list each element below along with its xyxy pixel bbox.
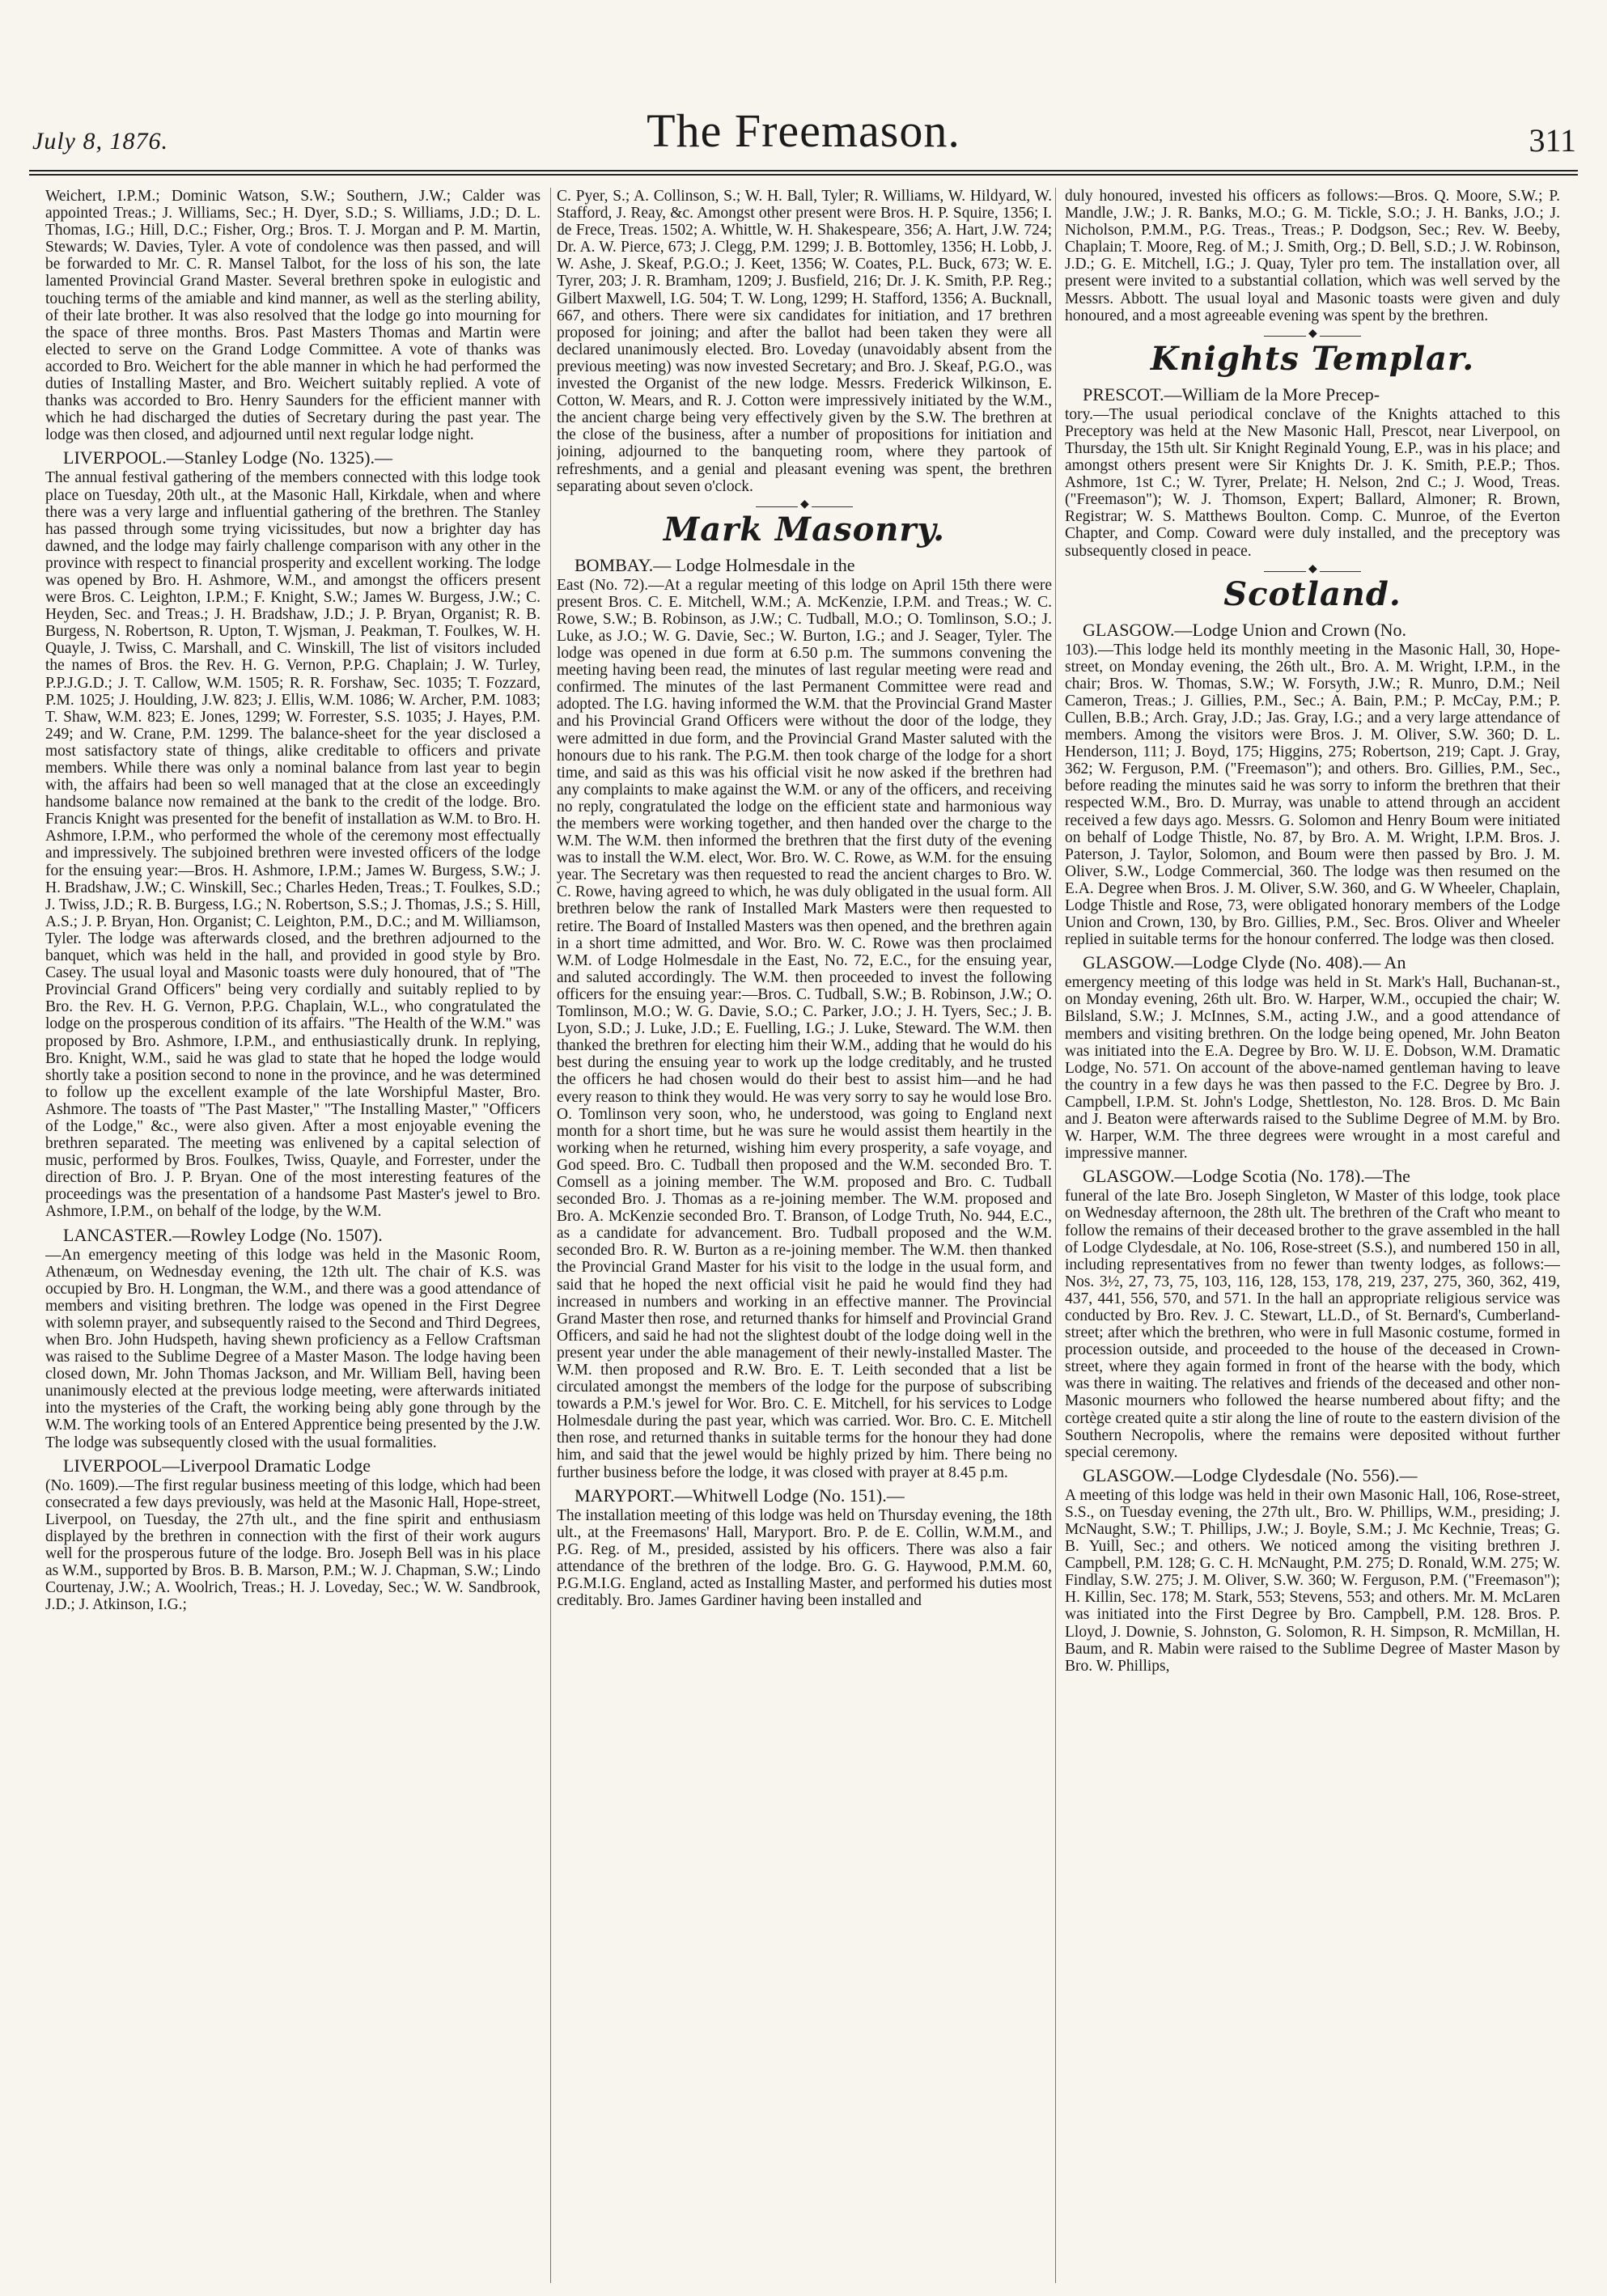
article-text: The installation meeting of this lodge was held on Thursday evening, the 18th ult., at the Freemasons' Hall, Maryport. Bro. P. de E. Collin, W.M.M., and P.G. Reg. of M., presided, assisted by his officers. There was also a fair attendance of the brethren of the lodge. Bro. G. G. Haywood, P.M.M. 60, P.G.M.I.G. England, acted as Installing Master, and performed his duties most creditably. Bro. James Gardiner having been installed and xyxy=(557,1506,1052,1610)
newspaper-title: The Freemason. xyxy=(647,104,960,157)
article-text: A meeting of this lodge was held in their own Masonic Hall, 106, Rose-street, S.S., on Tuesday evening, the 27th ult., Bro. W. Phillips, W.M., presiding; J. McNaught, S.W.; T. Phillips, J.W.; J. Boyle, S.M.; J. Mc Kechnie, Treas; G. B. Yuill, Sec.; and others. We noticed among the visiting brethren J. Campbell, P.M. 128; G. C. H. McNaught, P.M. 275; D. Ronald, W.M. 275; W. Findlay, S.W. 275; J. M. Oliver, S.W. 360; W. Ferguson, P.M. ("Freemason"); H. Killin, Sec. 178; M. Stark, 553; Stevens, 553; and others. Mr. M. McLaren was initiated into the First Degree by Bro. Campbell, P.M. 128. Bros. P. Lloyd, J. Downie, S. Johnston, G. Solomon, R. H. Simpson, R. McMillan, H. Baum, and R. Mabin were raised to the Sublime Degree of Master Mason by Bro. W. Phillips, xyxy=(1065,1486,1560,1675)
section-heading-knights-templar xyxy=(1065,336,1560,378)
masthead-rule-thin xyxy=(29,174,1578,176)
ornament-rule xyxy=(1264,336,1361,337)
article-text: duly honoured, invested his officers as follows:—Bros. Q. Moore, S.W.; P. Mandle, J.W.; J. R. Banks, M.O.; G. M. Tickle, S.O.; J. H. Banks, J.O.; J. Nicholson, P.M.M., P.G. Treas., Treas.; P. Dodgson, Sec.; Rev. W. Beeby, Chaplain; T. Moore, Reg. of M.; J. Smith, Org.; D. Bell, S.D.; J. W. Robinson, J.D.; G. E. Mitchell, I.G.; J. Quay, Tyler pro tem. The installation over, all present were invited to a substantial collation, which was well served by the Messrs. Abbott. The usual loyal and Masonic toasts were given and duly honoured, and a most agreeable evening was spent by the brethren. xyxy=(1065,188,1560,324)
article-text: tory.—The usual periodical conclave of the Knights attached to this Preceptory was held at the New Masonic Hall, Prescot, near Liverpool, on Thursday, the 15th ult. Sir Knight Reginald Young, E.P., was in his place; and amongst others present were Sir Knights Dr. J. K. Smith, P.E.P.; Thos. Ashmore, 1st C.; W. Tyrer, Prelate; H. Nelson, 2nd C.; J. Wood, Treas. ("Freemason"); W. J. Thomson, Expert; Ballard, Almoner; R. Brown, Registrar; W. S. Matthews Boulton. Comp. C. Munroe, of the Everton Chapter, and Comp. Coward were duly installed, and the preceptory was subsequently closed in peace. xyxy=(1065,405,1560,560)
column-divider xyxy=(1055,188,1056,2283)
article-heading: GLASGOW.—Lodge Clyde (No. 408).— An xyxy=(1083,952,1406,973)
article-text: —An emergency meeting of this lodge was held in the Masonic Room, Athenæum, on Wednesday evening, the 12th ult. The chair of K.S. was occupied by Bro. H. Longman, the W.M., and there was a good attendance of members and visiting brethren. The lodge was opened in the First Degree with solemn prayer, and subsequently raised to the Second and Third Degrees, when Bro. John Hudspeth, having shewn proficiency as a Fellow Craftsman was raised to the Sublime Degree of a Master Mason. The lodge having been closed down, Mr. John Thomas Jackson, and Mr. William Bell, having been unanimously elected at the previous lodge meeting, were afterwards initiated into the mysteries of the Craft, the working being ably gone through by the W.M. The working tools of an Entered Apprentice being presented by the J.W. The lodge was subsequently closed with the usual formalities. xyxy=(45,1246,541,1451)
column-3 xyxy=(1065,188,1560,2283)
article-heading: LIVERPOOL.—Stanley Lodge (No. 1325).— xyxy=(63,447,392,468)
masthead-rule xyxy=(29,170,1578,172)
page-number: 311 xyxy=(1529,122,1576,159)
article-heading: PRESCOT.—William de la More Precep- xyxy=(1083,383,1380,405)
issue-date: July 8, 1876. xyxy=(32,128,168,155)
section-title: Knights Templar. xyxy=(1150,339,1475,378)
section-heading-mark-masonry xyxy=(557,506,1052,549)
masthead xyxy=(29,104,1578,160)
column-1 xyxy=(45,188,541,2283)
article-text: funeral of the late Bro. Joseph Singleton, W Master of this lodge, took place on Wednesday afternoon, the 28th ult. The brethren of the Craft who meant to follow the remains of their deceased brother to the grave assembled in the hall of Lodge Clydesdale, at No. 106, Rose-street (S.S.), and numbered 150 in all, including representatives from no fewer than twenty lodges, as follows:—Nos. 3½, 27, 73, 75, 103, 116, 128, 153, 178, 219, 237, 275, 360, 362, 419, 437, 441, 556, 570, and 571. In the hall an appropriate religious service was conducted by Bro. Rev. J. C. Stewart, LL.D., of St. Bernard's, Cumberland-street; after which the brethren, who were in full Masonic costume, formed in procession outside, and proceeded to the house of the deceased in Crown-street, where they again formed in front of the hearse with the body, which was there in waiting. The relatives and friends of the deceased and other non-Masonic mourners who followed the hearse numbered about fifty; and the cortège created quite a stir along the line of route to the eastern division of the Southern Necropolis, where the remains were deposited without further special ceremony. xyxy=(1065,1188,1560,1461)
ornament-rule xyxy=(1264,571,1361,572)
column-2 xyxy=(557,188,1052,2283)
article-heading: MARYPORT.—Whitwell Lodge (No. 151).— xyxy=(575,1485,905,1506)
article-heading: GLASGOW.—Lodge Clydesdale (No. 556).— xyxy=(1083,1464,1418,1485)
article-text: (No. 1609).—The first regular business meeting of this lodge, which had been consecrated a few days previously, was held at the Masonic Hall, Hope-street, Liverpool, on Tuesday, the 27th ult., and the fine spirit and enthusiasm displayed by the brethren in connection with the first of their work augurs well for the prosperous future of the lodge. Bro. Joseph Bell was in his place as W.M., supported by Bros. B. B. Marson, P.M.; W. J. Chapman, S.W.; Lindo Courtenay, J.W.; A. Woolrich, Treas.; H. J. Loveday, Sec.; W. W. Sandbrook, J.D.; J. Atkinson, I.G.; xyxy=(45,1476,541,1614)
article-text: emergency meeting of this lodge was held in St. Mark's Hall, Buchanan-st., on Monday evening, 26th ult. Bro. W. Harper, W.M., occupied the chair; W. Bilsland, S.W.; J. McInnes, S.M., acting J.W., and a good attendance of members and visiting brethren. On the lodge being opened, Mr. John Beaton was initiated into the E.A. Degree by Bro. W. IJ. E. Dobson, W.M. Dramatic Lodge, No. 571. On account of the above-named gentleman having to leave the country in a few days he was then passed to the F.C. Degree by Bro. J. Campbell, I.P.M. St. John's Lodge, Shettleston, No. 128. Bros. D. Mc Bain and J. Beaton were afterwards raised to the Sublime Degree of M.M. by Bro. W. Harper, W.M. The three degrees were wrought in a most careful and impressive manner. xyxy=(1065,974,1560,1163)
section-title: Mark Masonry. xyxy=(663,510,946,549)
article-text: The annual festival gathering of the members connected with this lodge took place on Tuesday, 20th ult., at the Masonic Hall, Kirkdale, when and where there was a very large and influential gathering of the brethren. The Stanley has passed through some trying vicissitudes, but now a brighter day has dawned, and the lodge may fairly challenge comparison with any other in the province with respect to financial prosperity and excellent working. The lodge was opened by Bro. H. Ashmore, W.M., and amongst the officers present were Bros. C. Leighton, I.P.M.; F. Knight, S.W.; James W. Burgess, J.W.; C. Heyden, Sec. and Treas.; J. H. Bradshaw, J.D.; J. P. Bryan, Organist; R. B. Burgess, N. Robertson, R. Upton, T. Wjsman, J. Peakman, T. Foulkes, W. H. Quayle, J. Twiss, C. Marshall, and C. Winskill, The list of visitors included the names of Bros. the Rev. H. G. Vernon, P.P.G. Chaplain; J. W. Turley, P.P.J.G.D.; J. T. Callow, W.M. 1505; R. R. Forshaw, Sec. 1035; T. Fozzard, P.M. 1025; J. Houlding, J.W. 823; J. Ellis, W.M. 1086; W. Archer, P.M. 1083; T. Shaw, W.M. 823; E. Jones, 1299; W. Forrester, S.S. 1035; J. Hayes, P.M. 249; and W. Crane, P.M. 1299. The balance-sheet for the year disclosed a most satisfactory state of things, alike creditable to officers and private members. While there was only a nominal balance from last year to begin with, the affairs had been so well managed that at the close an exceedingly handsome balance now remained at the bank to the credit of the lodge. Bro. Francis Knight was presented for the benefit of installation as W.M. to Bro. H. Ashmore, I.P.M., who performed the whole of the ceremony most effectually and impressively. The subjoined brethren were invested officers of the lodge for the ensuing year:—Bros. H. Ashmore, I.P.M.; James W. Burgess, S.W.; J. H. Bradshaw, J.W.; C. Winskill, Sec.; Charles Heden, Treas.; T. Foulkes, S.D.; J. Twiss, J.D.; R. B. Burgess, I.G.; N. Robertson, S.S.; J. Thomas, J.S.; S. Hill, A.S.; J. P. Bryan, Hon. Organist; C. Leighton, P.M., D.C.; and M. Williamson, Tyler. The lodge was afterwards closed, and the brethren adjourned to the banquet, which was held in the hall, and provided in good style by Bro. Casey. The usual loyal and Masonic toasts were duly honoured, that of "The Provincial Grand Officers" being very cordially and suitably replied to by Bro. the Rev. H. G. Vernon, P.P.G. Chaplain, W.L., who congratulated the lodge on the prosperous condition of its affairs. "The Health of the W.M." was proposed by Bro. Ashmore, I.P.M., and enthusiastically drunk. In replying, Bro. Knight, W.M., said he was glad to state that he hoped the lodge would shortly take a position second to none in the province, and he was determined to follow up the excellent example of the late Worshipful Master, Bro. Ashmore. The toasts of "The Past Master," "The Installing Master," "Officers of the Lodge," &c., were also given. After a most enjoyable evening the brethren separated. The meeting was enlivened by a capital selection of music, performed by Bros. Foulkes, Twiss, Quayle, and Forrester, under the direction of Bro. J. P. Bryan. One of the most interesting features of the proceedings was the presentation of a handsome Past Master's jewel to Bro. Ashmore, I.P.M., on behalf of the lodge, by the W.M. xyxy=(45,469,541,1221)
section-title: Scotland. xyxy=(1223,574,1401,613)
article-heading: GLASGOW.—Lodge Union and Crown (No. xyxy=(1083,619,1407,640)
section-heading-scotland xyxy=(1065,571,1560,611)
article-text: East (No. 72).—At a regular meeting of this lodge on April 15th there were present Bros. C. E. Mitchell, W.M.; A. McKenzie, I.P.M. and Treas.; W. C. Rowe, S.W.; B. Robinson, as J.W.; C. Tudball, M.O.; O. Tomlinson, S.O.; J. Luke, as J.O.; W. G. Davie, Sec.; W. Burton, I.G.; and J. Seager, Tyler. The lodge was opened in due form at 6.50 p.m. The summons convening the meeting having been read, the minutes of last regular meeting were read and confirmed. The minutes of the last Permanent Committee were read and adopted. The I.G. having informed the W.M. that the Provincial Grand Master and his Provincial Grand Officers were without the door of the lodge, they were admitted in due form, and the Provincial Grand Master saluted with the honours due to his rank. The P.G.M. then took charge of the lodge for a short time, and said as this was his official visit he now asked if the brethren had any complaints to make against the W.M. or any of the officers, and receiving no reply, congratulated the lodge on the efficient state and harmonious way the members were working together, and then handed over the charge to the W.M. The W.M. then informed the brethren that the first duty of the evening was to install the W.M. elect, Wor. Bro. W. C. Rowe, as W.M. for the ensuing year. The Secretary was then requested to read the ancient charges to Bro. W. C. Rowe, having agreed to which, he was duly obligated in the usual form. All brethren below the rank of Installed Mark Masters were then requested to retire. The Board of Installed Masters was then opened, and the brethren again in a short time admitted, and Wor. Bro. W. C. Rowe was then proclaimed W.M. of Lodge Holmesdale in the East, No. 72, E.C., for the ensuing year, and saluted accordingly. The W.M. then proceeded to invest the following officers for the ensuing year:—Bros. C. Tudball, S.W.; B. Robinson, J.W.; O. Tomlinson, M.O.; W. G. Davie, S.O.; C. Parker, J.O.; J. H. Tyers, Sec.; J. B. Lyon, S.D.; J. Luke, J.D.; E. Fuelling, I.G.; J. Luke, Steward. The W.M. then thanked the brethren for electing him their W.M., adding that he would do his best during the ensuing year to work up the lodge creditably, and he trusted the officers he had chosen would do their best to assist him—and he had every reason to think they would. He was very sorry to say he would lose Bro. O. Tomlinson very soon, who, he understood, was going to England next month for a short time, but he was sure he would assist them heartily in the working when he returned, wishing him every prosperity, a safe voyage, and God speed. Bro. C. Tudball then proposed and the W.M. seconded Bro. T. Comsell as a joining member. The W.M. proposed and Bro. C. Tudball seconded Bro. J. Thomas as a re-joining member. The W.M. proposed and Bro. A. McKenzie seconded Bro. T. Branson, of Lodge Truth, No. 944, E.C., as a candidate for advancement. Bro. Tudball proposed and the W.M. seconded Bro. R. W. Burton as a re-joining member. The W.M. then thanked the Provincial Grand Master for his visit to the lodge in the usual form, and said that he hoped the next official visit he paid he would find they had increased in numbers and working in an effective manner. The Provincial Grand Master then rose, and returned thanks for himself and Provincial Grand Officers, and said he had not the slightest doubt of the lodge doing well in the present year under the able management of their newly-installed Master. The W.M. then proposed and R.W. Bro. E. T. Leith seconded that a list be circulated amongst the members of the lodge for the purpose of subscribing towards a P.M.'s jewel for Wor. Bro. C. E. Mitchell, for his services to Lodge Holmesdale during the past year, which was carried. Wor. Bro. C. E. Mitchell then rose, and returned thanks in suitable terms for the honour they had done him, and said that the jewel would be highly prized by him. There being no further business before the lodge, it was closed with prayer at 8.45 p.m. xyxy=(557,576,1052,1481)
article-text: Weichert, I.P.M.; Dominic Watson, S.W.; Southern, J.W.; Calder was appointed Treas.; J. Williams, Sec.; H. Dyer, S.D.; S. Williams, J.D.; D. L. Thomas, I.G.; Hill, D.C.; Fisher, Org.; Bros. T. J. Morgan and P. M. Martin, Stewards; W. Davies, Tyler. A vote of condolence was then passed, and will be forwarded to Mr. C. R. Mansel Talbot, for the loss of his son, the late lamented Provincial Grand Master. Several brethren spoke in eulogistic and touching terms of the amiable and kind manner, as well as the sterling ability, of their late brother. It was also resolved that the lodge go into mourning for the space of three months. Bros. Past Masters Thomas and Martin were elected to serve on the Grand Lodge Committee. A vote of thanks was accorded to Bro. Weichert for the able manner in which he had performed the duties of Installing Master, and Bro. Weichert suitably replied. A vote of thanks was accorded to Bro. Henry Saunders for the efficient manner with which he had discharged the duties of Secretary during the past year. The lodge was then closed, and adjourned until next regular lodge night. xyxy=(45,188,541,444)
ornament-rule xyxy=(756,506,853,507)
article-heading: GLASGOW.—Lodge Scotia (No. 178).—The xyxy=(1083,1166,1410,1187)
article-heading: BOMBAY.— Lodge Holmesdale in the xyxy=(575,554,855,575)
article-text: 103).—This lodge held its monthly meeting in the Masonic Hall, 30, Hope-street, on Monday evening, the 26th ult., Bro. A. M. Wright, I.P.M., in the chair; Bros. W. Thomas, S.W.; W. Forsyth, J.W.; R. Munro, D.M.; Neil Cameron, Treas.; J. Gillies, P.M., Sec.; A. Bain, P.M.; P. McCay, P.M.; P. Cullen, B.B.; Arch. Gray, J.D.; Jas. Gray, I.G.; and a very large attendance of members. Among the visitors were Bros. J. M. Oliver, S.W. 360; D. L. Henderson, 111; J. Boyd, 175; Higgins, 275; Robertson, 219; Capt. J. Gray, 362; W. Ferguson, P.M. ("Freemason"); and others. Bro. Gillies, P.M., Sec., before reading the minutes said he was sorry to inform the brethren that their respected W.M., Bro. D. Murray, was unable to attend through an accident received a few days ago. Messrs. G. Solomon and Henry Boum were initiated on behalf of Lodge Thistle, No. 87, by Bro. A. M. Wright, I.P.M. Bros. J. Paterson, J. Taylor, Solomon, and Boum were then passed by Bro. J. M. Oliver, S.W., Lodge Commercial, 360. The lodge was then resumed on the E.A. Degree when Bros. J. M. Oliver, S.W. 360, and G. W Wheeler, Chaplain, Lodge Thistle and Rose, 73, were obligated honorary members of the Lodge Union and Crown, 130, by Bro. Gillies, P.M., Sec. Bros. Oliver and Wheeler replied in suitable terms for the honour conferred. The lodge was then closed. xyxy=(1065,641,1560,949)
article-heading: LANCASTER.—Rowley Lodge (No. 1507). xyxy=(63,1224,383,1245)
column-divider xyxy=(550,188,551,2283)
article-heading: LIVERPOOL—Liverpool Dramatic Lodge xyxy=(63,1455,371,1476)
article-text: C. Pyer, S.; A. Collinson, S.; W. H. Ball, Tyler; R. Williams, W. Hildyard, W. Stafford, J. Reay, &c. Amongst other present were Bros. H. P. Squire, 1356; I. de Frece, Treas. 1502; A. Whittle, W. H. Shakespeare, 356; A. Hart, J.W. 724; Dr. A. W. Pierce, 673; J. Clegg, P.M. 1299; J. B. Bottomley, 1356; H. Lobb, J. W. Ashe, J. Skeaf, P.G.O.; J. Keet, 1356; W. Coates, P.L. Buck, 673; W. E. Tyrer, 203; J. R. Bramham, 1209; J. Busfield, 216; Dr. J. K. Smith, P.P. Reg.; Gilbert Maxwell, I.G. 504; T. W. Long, 1299; H. Stafford, 1356; A. Bucknall, 667, and others. There were six candidates for initiation, and 17 brethren proposed for joining; and after the ballot had been taken they were all declared unanimously elected. Bro. Loveday (unavoidably absent from the previous meeting) was now invested Secretary; and Bro. J. Skeaf, P.G.O., was invested the Organist of the new lodge. Messrs. Frederick Wilkinson, E. Cotton, W. Mears, and R. J. Cotton were impressively initiated by the W.M., the ancient charge being very effectively given by the S.W. The brethren at the close of the business, after a number of propositions for initiation and joining, adjourned to the banqueting room, where they partook of refreshments, and a genial and pleasant evening was spent, the brethren separating about seven o'clock. xyxy=(557,188,1052,495)
